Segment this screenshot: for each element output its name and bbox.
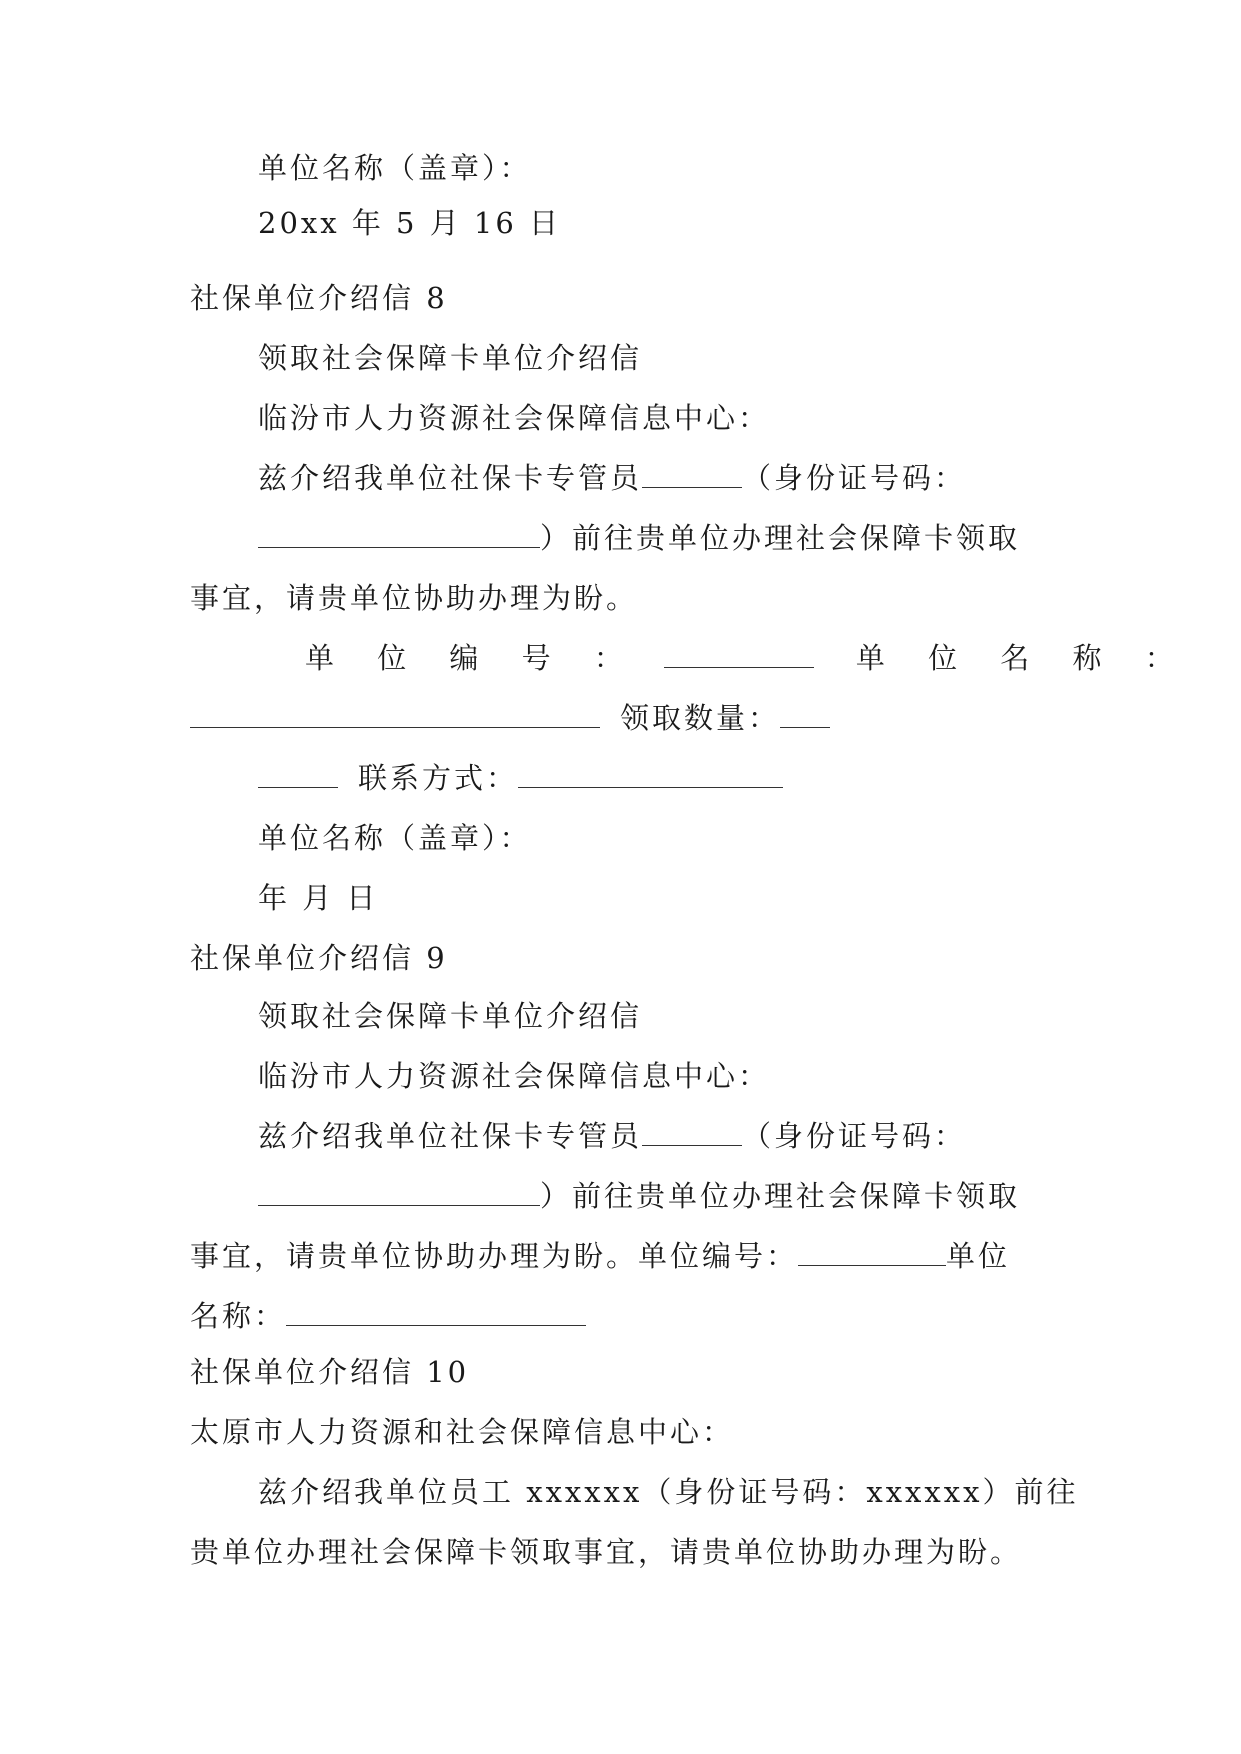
- letter-9-tail: [190, 1236, 1010, 1276]
- letter-8-qty-row: [190, 698, 830, 738]
- purpose-text: ）前往贵单位办理社会保障卡领取: [540, 521, 1021, 555]
- letter-9-name-row: [190, 1296, 586, 1336]
- unit-name-blank: [286, 1297, 586, 1326]
- date-line: 20xx 年 5 月 16 日: [258, 206, 562, 240]
- name-label: 名称：: [190, 1299, 287, 1333]
- unit-name-label: 单 位 名 称 ：: [855, 641, 1191, 675]
- qty-label: 领取数量：: [620, 701, 781, 735]
- id-label: （身份证号码：: [742, 461, 967, 495]
- letter-10-body-1: 兹介绍我单位员工 xxxxxx（身份证号码：xxxxxx）前往: [258, 1475, 1079, 1509]
- heading-9: 社保单位介绍信 9: [190, 941, 448, 975]
- name-blank: [642, 459, 742, 488]
- qty-blank: [780, 699, 830, 728]
- letter-8-unit-row: [305, 638, 1191, 678]
- letter-9-purpose: [258, 1176, 1020, 1216]
- letter-9-intro: [258, 1116, 966, 1156]
- intro-text: 兹介绍我单位社保卡专管员: [258, 1119, 643, 1153]
- purpose-text: ）前往贵单位办理社会保障卡领取: [540, 1179, 1021, 1213]
- unit-name-blank: [190, 699, 600, 728]
- intro-text: 兹介绍我单位社保卡专管员: [258, 461, 643, 495]
- letter-8-title: 领取社会保障卡单位介绍信: [258, 341, 643, 375]
- letter-10-body-2: 贵单位办理社会保障卡领取事宜，请贵单位协助办理为盼。: [190, 1535, 1023, 1569]
- letter-10-recipient: 太原市人力资源和社会保障信息中心：: [190, 1415, 735, 1449]
- letter-9-recipient: 临汾市人力资源社会保障信息中心：: [258, 1059, 771, 1093]
- letter-9-title: 领取社会保障卡单位介绍信: [258, 999, 643, 1033]
- letter-8-recipient: 临汾市人力资源社会保障信息中心：: [258, 401, 771, 435]
- id-blank: [258, 1177, 540, 1206]
- heading-10: 社保单位介绍信 10: [190, 1355, 470, 1389]
- unit-label: 单位: [946, 1239, 1011, 1273]
- unit-no-blank: [798, 1237, 946, 1266]
- letter-8-purpose: [258, 518, 1020, 558]
- name-blank: [642, 1117, 742, 1146]
- tail-text: 事宜，请贵单位协助办理为盼。单位编号：: [190, 1239, 799, 1273]
- letter-8-contact-row: [258, 758, 783, 798]
- contact-blank: [518, 759, 783, 788]
- seal-line: 单位名称（盖章）：: [258, 151, 532, 185]
- contact-label: 联系方式：: [358, 761, 519, 795]
- id-label: （身份证号码：: [742, 1119, 967, 1153]
- letter-8-seal: 单位名称（盖章）：: [258, 821, 532, 855]
- qty-blank-cont: [258, 759, 338, 788]
- heading-8: 社保单位介绍信 8: [190, 281, 448, 315]
- unit-no-blank: [664, 639, 814, 668]
- letter-8-tail: 事宜，请贵单位协助办理为盼。: [190, 581, 639, 615]
- letter-8-intro: [258, 458, 966, 498]
- letter-8-date: 年 月 日: [258, 881, 379, 915]
- unit-no-label: 单 位 编 号 ：: [305, 641, 640, 675]
- id-blank: [258, 519, 540, 548]
